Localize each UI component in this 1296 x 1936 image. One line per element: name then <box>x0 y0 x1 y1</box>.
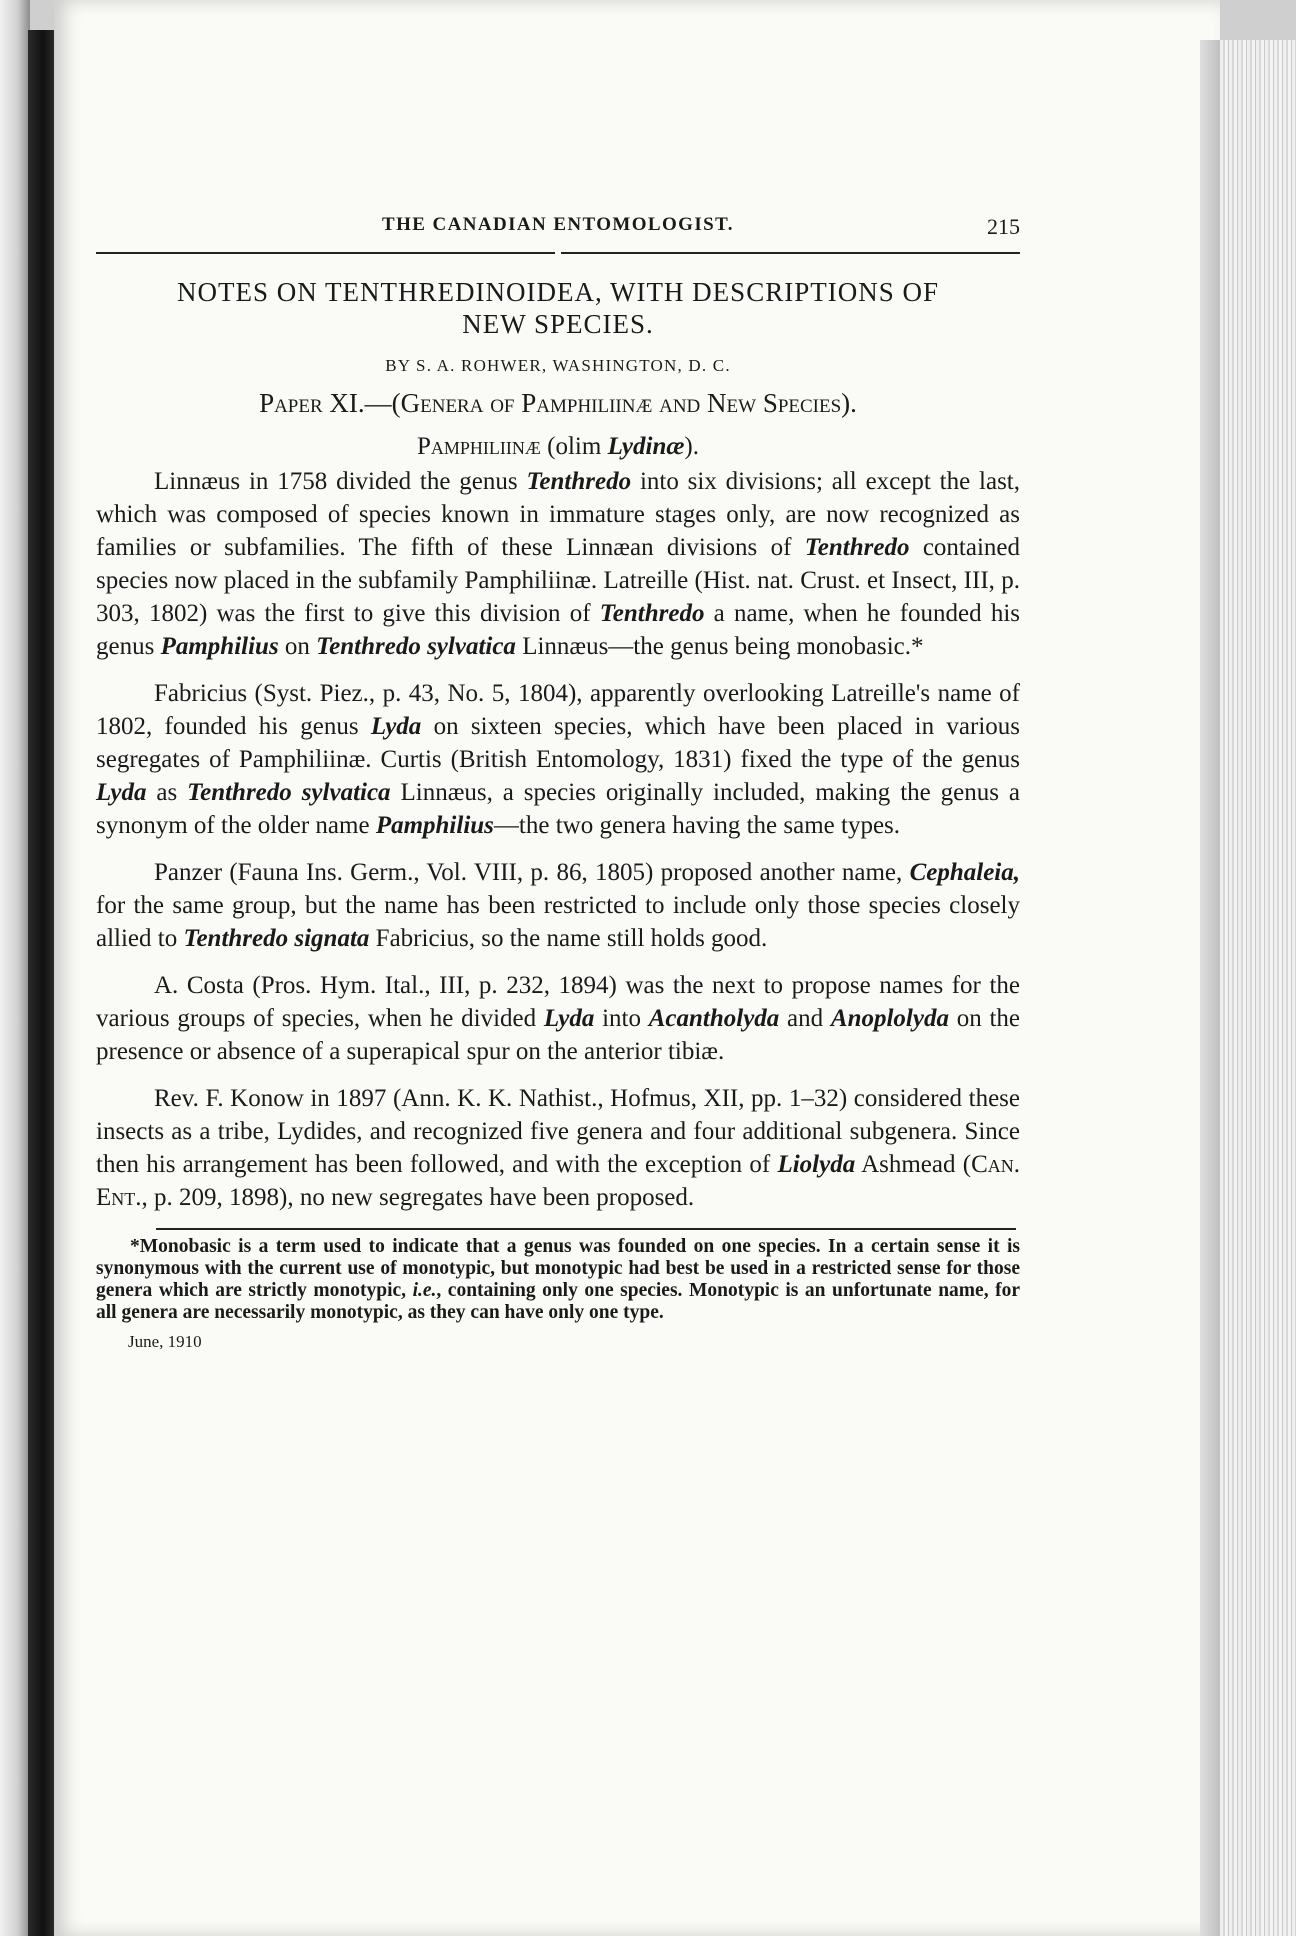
paragraph-1: Linnæus in 1758 divided the genus Tenthredo into six divisions; all except the last, which was composed of species known in immature stages only, are now recognized as families or subfamilies. The fifth of these Linnæan divisions of Tenthredo contained species now placed in the subfamily Pamphiliinæ. Latreille (Hist. nat. Crust. et Insect, III, p. 303, 1802) was the first to give this division of Tenthredo a name, when he founded his genus Pamphilius on Tenthredo sylvatica Linnæus—the genus being monobasic.* <box>96 468 1021 660</box>
section-heading <box>96 433 1020 461</box>
header-rule <box>96 252 1020 254</box>
page-content <box>96 208 1020 1352</box>
section-heading-end: ). <box>684 433 699 460</box>
paragraph-2: Fabricius (Syst. Piez., p. 43, No. 5, 1804), apparently overlooking Latreille's name of 1802, founded his genus Lyda on sixteen species, which have been placed in various segregates of Pamphiliinæ. Curtis (British Entomology, 1831) fixed the type of the genus Lyda as Tenthredo sylvatica Linnæus, a species originally included, making the genus a synonym of the older name Pamphilius—the two genera having the same types. <box>96 680 1020 839</box>
page-edge-shadow <box>1200 40 1222 1936</box>
issue-date: June, 1910 <box>128 1332 202 1351</box>
running-title: THE CANADIAN ENTOMOLOGIST. <box>382 214 734 235</box>
section-heading-rest: (olim <box>547 433 608 460</box>
paragraph-4: A. Costa (Pros. Hym. Ital., III, p. 232, 1894) was the next to propose names for the various groups of species, when he divided Lyda into Acantholyda and Anoplolyda on the presence or absence of a superapical spur on the anterior tibiæ. <box>96 972 1020 1065</box>
byline: BY S. A. ROHWER, WASHINGTON, D. C. <box>385 356 731 375</box>
footnote: *Monobasic is a term used to indicate that a genus was founded on one species. In a certain sense it is synonymous with the current use of monotypic, but monotypic had best be used in a restricted sense for those genera which are strictly monotypic, i.e., containing only one species. Monotypic is an unfortunate name, for all genera are necessarily monotypic, as they can have only one type. <box>96 1236 1021 1323</box>
section-heading-caps: Pamphiliinæ <box>417 433 541 460</box>
running-head <box>96 208 1020 252</box>
footnote-rule <box>156 1228 1016 1230</box>
paragraph-3: Panzer (Fauna Ins. Germ., Vol. VIII, p. 86, 1805) proposed another name, Cephaleia, for the same group, but the name has been restricted to include only those species closely allied to Tenthredo signata Fabricius, so the name still holds good. <box>96 859 1020 952</box>
paper-heading: Paper XI.—(Genera of Pamphiliinæ and New Species). <box>259 388 857 418</box>
background-left <box>0 0 30 1936</box>
page-number: 215 <box>987 214 1020 239</box>
article-title <box>96 276 1020 340</box>
title-line-2: NEW SPECIES. <box>462 309 654 339</box>
title-line-1: NOTES ON TENTHREDINOIDEA, WITH DESCRIPTIONS OF <box>177 277 939 307</box>
section-heading-italic: Lydinæ <box>607 433 685 460</box>
paragraph-5: Rev. F. Konow in 1897 (Ann. K. K. Nathist., Hofmus, XII, pp. 1–32) considered these insects as a tribe, Lydides, and recognized five genera and four additional subgenera. Since then his arrangement has been followed, and with the exception of Liolyda Ashmead (Can. Ent., p. 209, 1898), no new segregates have been proposed. <box>96 1085 1020 1211</box>
page-edges <box>1220 40 1296 1936</box>
